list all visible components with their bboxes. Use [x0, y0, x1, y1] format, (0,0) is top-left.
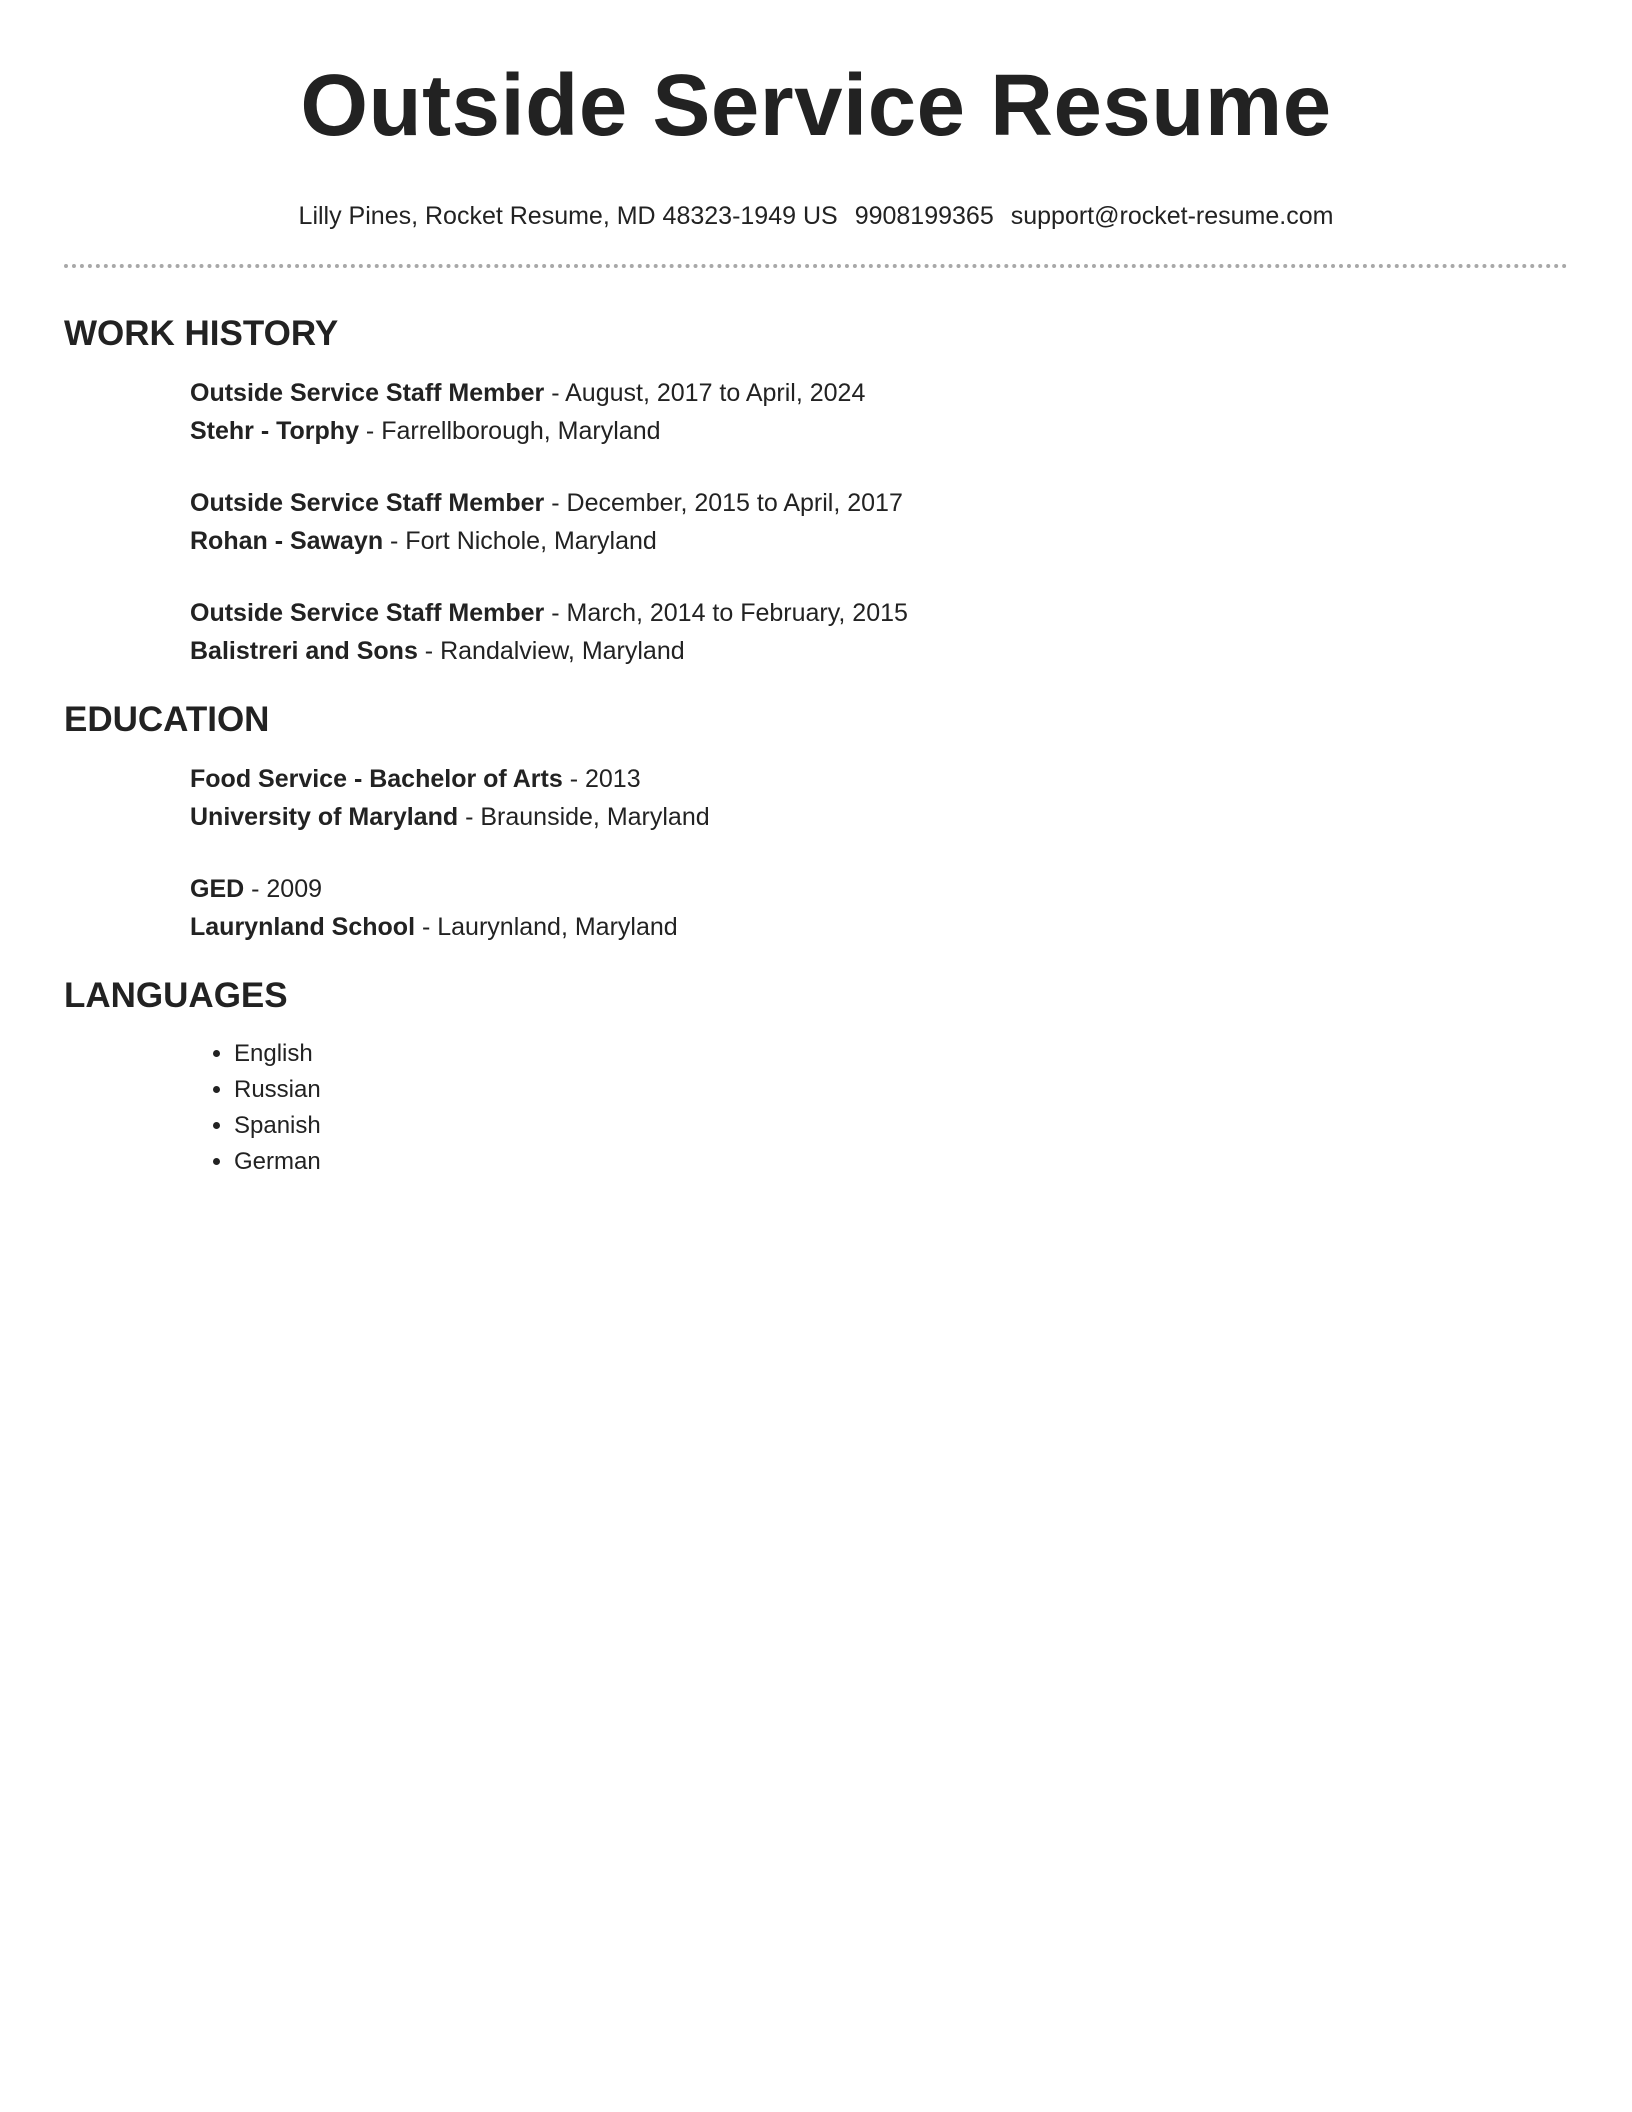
education-degree-line	[190, 760, 1568, 798]
work-entry-title-line	[190, 594, 1568, 632]
work-dates: - March, 2014 to February, 2015	[544, 599, 908, 627]
languages-heading: LANGUAGES	[64, 976, 288, 1015]
work-entry	[190, 594, 1568, 670]
language-item: • Spanish	[234, 1108, 1568, 1144]
education-year: - 2013	[562, 765, 641, 793]
language-item: • English	[234, 1036, 1568, 1072]
work-role: Outside Service Staff Member	[190, 379, 545, 407]
work-company: Balistreri and Sons	[190, 637, 418, 665]
education-year: - 2009	[244, 875, 323, 903]
education-degree: GED	[190, 875, 245, 903]
work-dates: - August, 2017 to April, 2024	[544, 379, 866, 407]
contact-email: support@rocket-resume.com	[1010, 202, 1334, 230]
education-entry	[190, 870, 1568, 946]
work-dates: - December, 2015 to April, 2017	[544, 489, 903, 517]
work-entry-company-line	[190, 412, 1568, 450]
contact-line	[64, 200, 1568, 232]
work-entry	[190, 484, 1568, 560]
education-school-line	[190, 798, 1568, 836]
work-role: Outside Service Staff Member	[190, 489, 545, 517]
education-degree-line	[190, 870, 1568, 908]
header-divider	[64, 264, 1568, 268]
education-school: University of Maryland	[190, 803, 459, 831]
work-entry-company-line	[190, 522, 1568, 560]
work-location: - Fort Nichole, Maryland	[383, 527, 657, 555]
work-entry-company-line	[190, 632, 1568, 670]
education-school: Laurynland School	[190, 913, 416, 941]
education-degree: Food Service - Bachelor of Arts	[190, 765, 563, 793]
work-history-list	[64, 374, 1568, 670]
languages-list	[64, 1036, 1568, 1180]
work-entry-title-line	[190, 374, 1568, 412]
resume-title: Outside Service Resume	[300, 57, 1332, 154]
education-heading: EDUCATION	[64, 700, 270, 739]
work-location: - Randalview, Maryland	[417, 637, 685, 665]
work-location: - Farrellborough, Maryland	[358, 417, 661, 445]
contact-address: Lilly Pines, Rocket Resume, MD 48323-1949 US	[298, 202, 838, 230]
work-entry	[190, 374, 1568, 450]
work-company: Stehr - Torphy	[190, 417, 359, 445]
work-company: Rohan - Sawayn	[190, 527, 384, 555]
education-location: - Braunside, Maryland	[458, 803, 710, 831]
education-list	[64, 760, 1568, 946]
contact-phone: 9908199365	[854, 202, 994, 230]
language-item: • German	[234, 1144, 1568, 1180]
education-school-line	[190, 908, 1568, 946]
work-history-heading: WORK HISTORY	[64, 314, 339, 353]
language-item: • Russian	[234, 1072, 1568, 1108]
work-entry-title-line	[190, 484, 1568, 522]
education-entry	[190, 760, 1568, 836]
education-location: - Laurynland, Maryland	[415, 913, 678, 941]
work-role: Outside Service Staff Member	[190, 599, 545, 627]
